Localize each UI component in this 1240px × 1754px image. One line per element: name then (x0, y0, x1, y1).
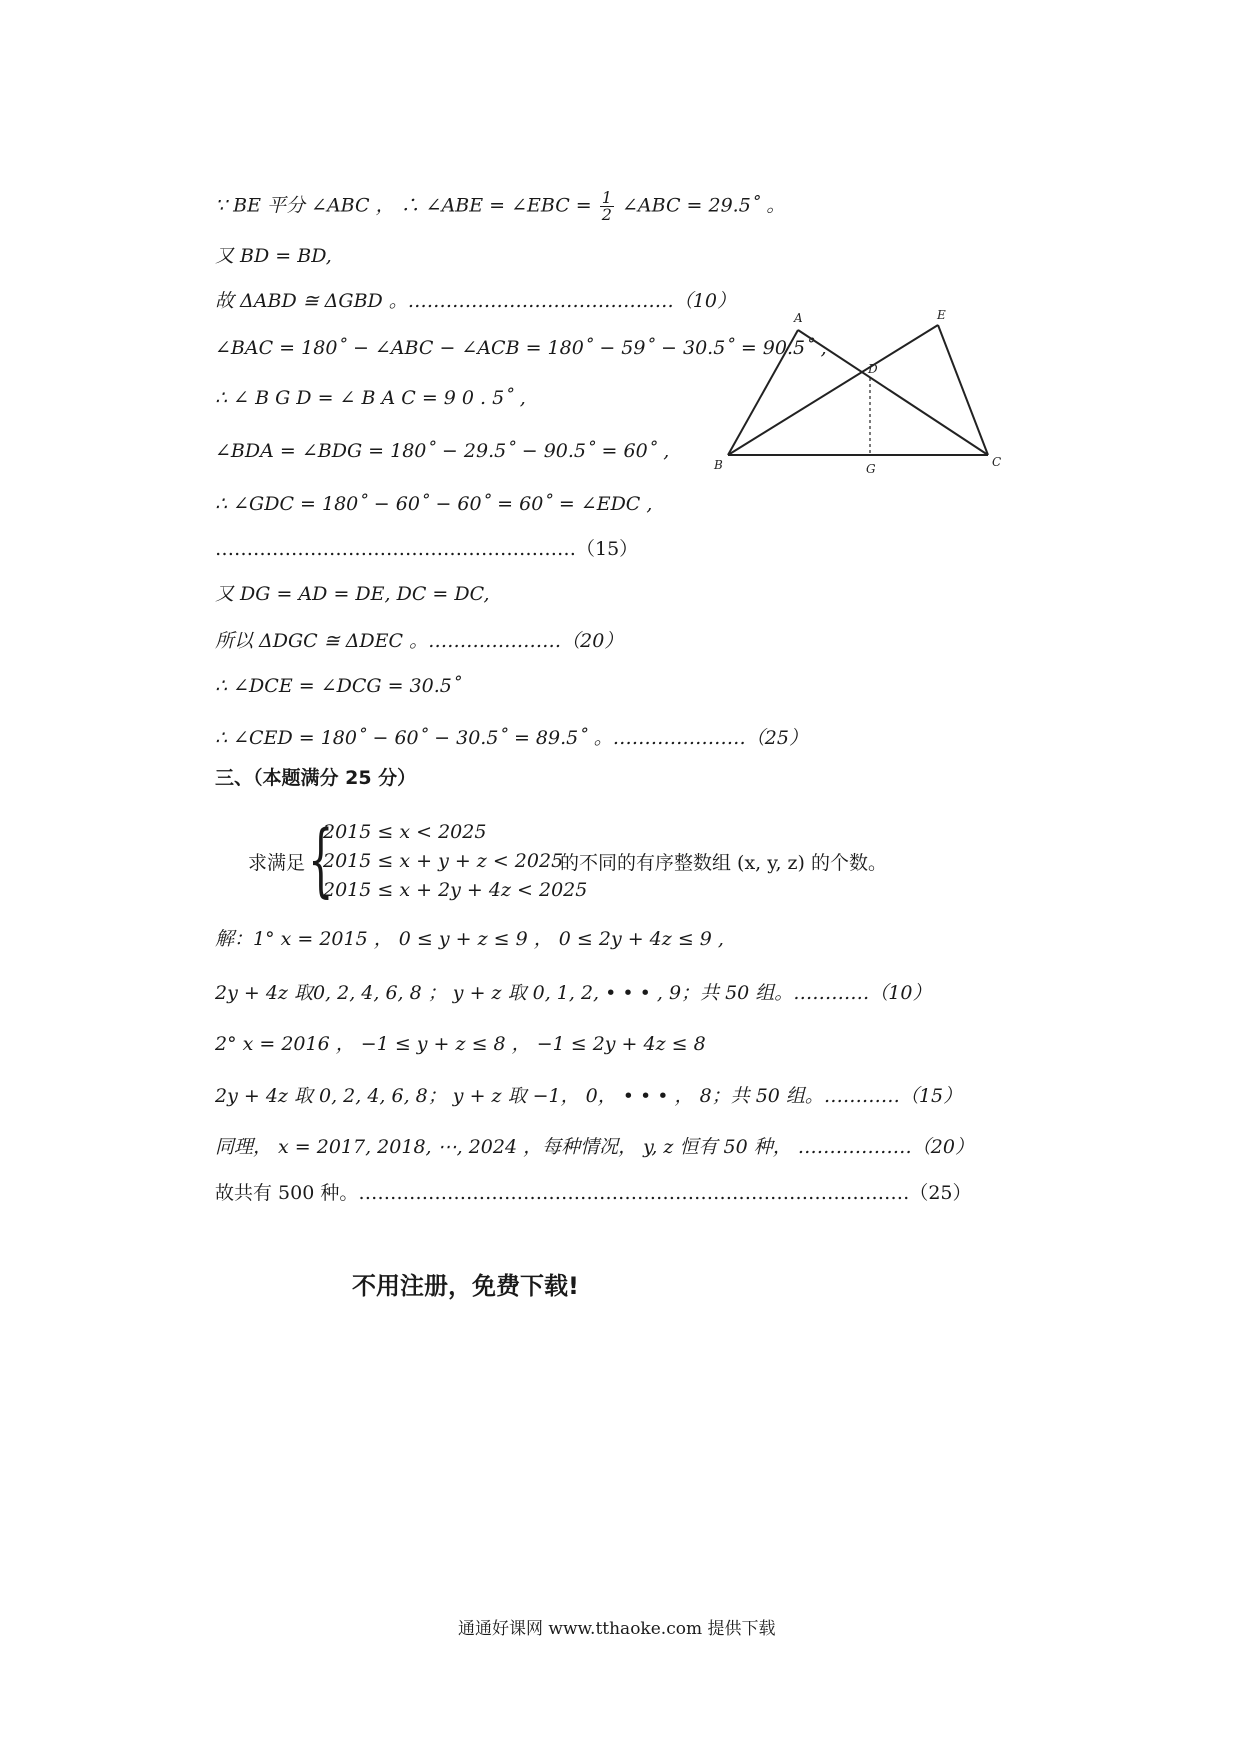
label-e: E (937, 308, 946, 322)
free-download-banner: 不用注册，免费下载! (352, 1272, 579, 1300)
proof-line-4: ∠BAC = 180˚ − ∠ABC − ∠ACB = 180˚ − 59˚ − 30.5˚ = 90.5˚ , (215, 337, 827, 359)
brace-icon: { (308, 813, 334, 906)
fraction-denominator: 2 (601, 205, 612, 224)
fraction-numerator: 1 (601, 188, 612, 207)
proof-line-6: ∠BDA = ∠BDG = 180˚ − 29.5˚ − 90.5˚ = 60˚ , (215, 440, 670, 462)
segment-ba (728, 330, 798, 455)
solution-line-5: 同理， x = 2017, 2018, ⋯, 2024 ，每种情况， y, z 恒有 50 种， ………………（20） (215, 1136, 974, 1158)
proof-line-1-pre: ∵ BE 平分 ∠ABC ， ∴ ∠ABE = ∠EBC = (215, 194, 598, 217)
prompt-pre: 求满足 (248, 852, 306, 874)
proof-line-9: 又 DG = AD = DE, DC = DC, (215, 583, 490, 605)
solution-line-1: 解：1° x = 2015 ， 0 ≤ y + z ≤ 9 ， 0 ≤ 2y + 4z ≤ 9 , (215, 928, 724, 950)
proof-line-3: 故 ΔABD ≅ ΔGBD 。……………………………………（10） (215, 290, 736, 312)
label-b: B (714, 458, 723, 472)
proof-line-1 (215, 190, 785, 223)
inequality-row: 2015 ≤ x + 2y + 4z < 2025 (323, 879, 588, 901)
solution-line-4: 2y + 4z 取 0, 2, 4, 6, 8； y + z 取 −1， 0， • • • ， 8；共 50 组。…………（15） (215, 1085, 963, 1107)
proof-line-7: ∴ ∠GDC = 180˚ − 60˚ − 60˚ = 60˚ = ∠EDC , (215, 493, 653, 515)
page-footer: 通通好课网 www.tthaoke.com 提供下载 (458, 1619, 776, 1639)
solution-line-3: 2° x = 2016 ， −1 ≤ y + z ≤ 8 ， −1 ≤ 2y + 4z ≤ 8 (215, 1033, 706, 1055)
label-c: C (992, 455, 1002, 469)
proof-line-1-post: ∠ABC = 29.5˚ 。 (622, 194, 786, 217)
segment-be (728, 325, 938, 455)
segment-ac (798, 330, 988, 455)
inequality-row: 2015 ≤ x + y + z < 2025 (323, 850, 564, 872)
proof-line-11: ∴ ∠DCE = ∠DCG = 30.5˚ (215, 675, 462, 697)
proof-line-10: 所以 ΔDGC ≅ ΔDEC 。…………………（20） (215, 630, 624, 652)
label-a: A (794, 311, 803, 325)
label-d: D (868, 362, 878, 376)
proof-line-2: 又 BD = BD, (215, 245, 332, 267)
prompt-post: 的不同的有序整数组 (x, y, z) 的个数。 (560, 852, 887, 874)
inequality-row: 2015 ≤ x < 2025 (323, 821, 487, 843)
triangle-figure (700, 300, 1070, 490)
segment-ec (938, 325, 988, 455)
solution-line-2: 2y + 4z 取0, 2, 4, 6, 8 ； y + z 取 0, 1, 2, • • • , 9；共 50 组。…………（10） (215, 982, 932, 1004)
proof-line-8: …………………………………………………（15） (215, 538, 639, 560)
section-three-heading: 三、（本题满分 25 分） (215, 767, 417, 789)
solution-line-6: 故共有 500 种。……………………………………………………………………………（25） (215, 1182, 972, 1204)
proof-line-12: ∴ ∠CED = 180˚ − 60˚ − 30.5˚ = 89.5˚ 。…………………（25） (215, 727, 808, 749)
fraction-half (600, 190, 614, 223)
proof-line-5: ∴ ∠ B G D = ∠ B A C = 9 0 . 5˚ , (215, 387, 526, 409)
label-g: G (866, 462, 876, 476)
inequality-system (323, 818, 587, 905)
